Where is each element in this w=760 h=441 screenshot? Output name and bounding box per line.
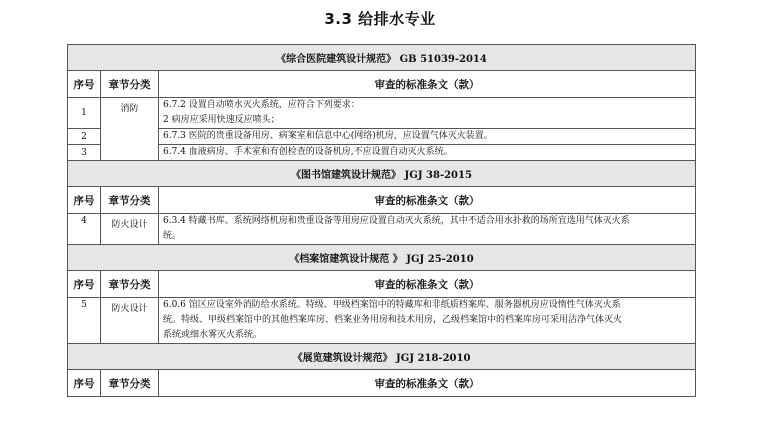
header-clause: 审查的标准条文（款） (159, 187, 696, 214)
row-category: 防火设计 (101, 214, 159, 245)
table-row (68, 214, 696, 245)
section-title: 《档案馆建筑设计规范 》 JGJ 25-2010 (68, 245, 696, 271)
clause-line: 系统或细水雾灭火系统。 (163, 330, 263, 340)
row-clause (159, 98, 696, 129)
clause-line: 2 病房应采用快速反应喷头； (163, 115, 280, 125)
row-number: 2 (68, 129, 101, 145)
row-category: 防火设计 (101, 298, 159, 344)
table-header-row (68, 187, 696, 214)
section-title: 《展览建筑设计规范》 JGJ 218-2010 (68, 344, 696, 370)
table-header-row (68, 271, 696, 298)
section-title-row (68, 344, 696, 370)
table-row (68, 98, 696, 129)
section-title: 《图书馆建筑设计规范》 JGJ 38-2015 (68, 161, 696, 187)
clause-line: 6.7.3 医院的贵重设备用房、病案室和信息中心(网络)机房，应设置气体灭火装置。 (163, 131, 493, 141)
row-clause (159, 298, 696, 344)
section-title-row (68, 45, 696, 71)
clause-line: 6.7.2 设置自动喷水灭火系统，应符合下列要求： (163, 100, 360, 110)
row-number: 5 (68, 298, 101, 344)
header-no: 序号 (68, 71, 101, 98)
standards-table (67, 44, 696, 397)
header-clause: 审查的标准条文（款） (159, 271, 696, 298)
table-header-row (68, 71, 696, 98)
row-number: 1 (68, 98, 101, 129)
row-category: 消防 (101, 98, 159, 161)
table-header-row (68, 370, 696, 397)
table-row (68, 145, 696, 161)
table-row (68, 298, 696, 344)
clause-line: 统。 (163, 231, 182, 241)
section-title-row (68, 161, 696, 187)
header-no: 序号 (68, 187, 101, 214)
clause-line: 统。特级、甲级档案馆中的其他档案库房、档案业务用房和技术用房，乙级档案馆中的档案库房可采用洁净气体灭火 (163, 315, 623, 325)
header-clause: 审查的标准条文（款） (159, 71, 696, 98)
row-clause (159, 214, 696, 245)
clause-line: 6.7.4 血液病房、手术室和有创检查的设备机房,不应设置自动灭火系统。 (163, 147, 453, 157)
header-no: 序号 (68, 271, 101, 298)
header-category: 章节分类 (101, 271, 159, 298)
clause-line: 6.3.4 特藏书库、系统网络机房和贵重设备等用房应设置自动灭火系统，其中不适合用水扑救的场所宜选用气体灭火系 (163, 216, 630, 226)
row-clause (159, 145, 696, 161)
header-category: 章节分类 (101, 71, 159, 98)
row-number: 4 (68, 214, 101, 245)
section-title-row (68, 245, 696, 271)
header-category: 章节分类 (101, 370, 159, 397)
header-category: 章节分类 (101, 187, 159, 214)
header-clause: 审查的标准条文（款） (159, 370, 696, 397)
section-title: 《综合医院建筑设计规范》 GB 51039-2014 (68, 45, 696, 71)
table-row (68, 129, 696, 145)
row-clause (159, 129, 696, 145)
header-no: 序号 (68, 370, 101, 397)
page-title: 3.3 给排水专业 (324, 10, 436, 28)
row-number: 3 (68, 145, 101, 161)
clause-line: 6.0.6 馆区应设室外消防给水系统。特级、甲级档案馆中的特藏库和非纸质档案库、服务器机房应设惰性气体灭火系 (163, 300, 621, 310)
